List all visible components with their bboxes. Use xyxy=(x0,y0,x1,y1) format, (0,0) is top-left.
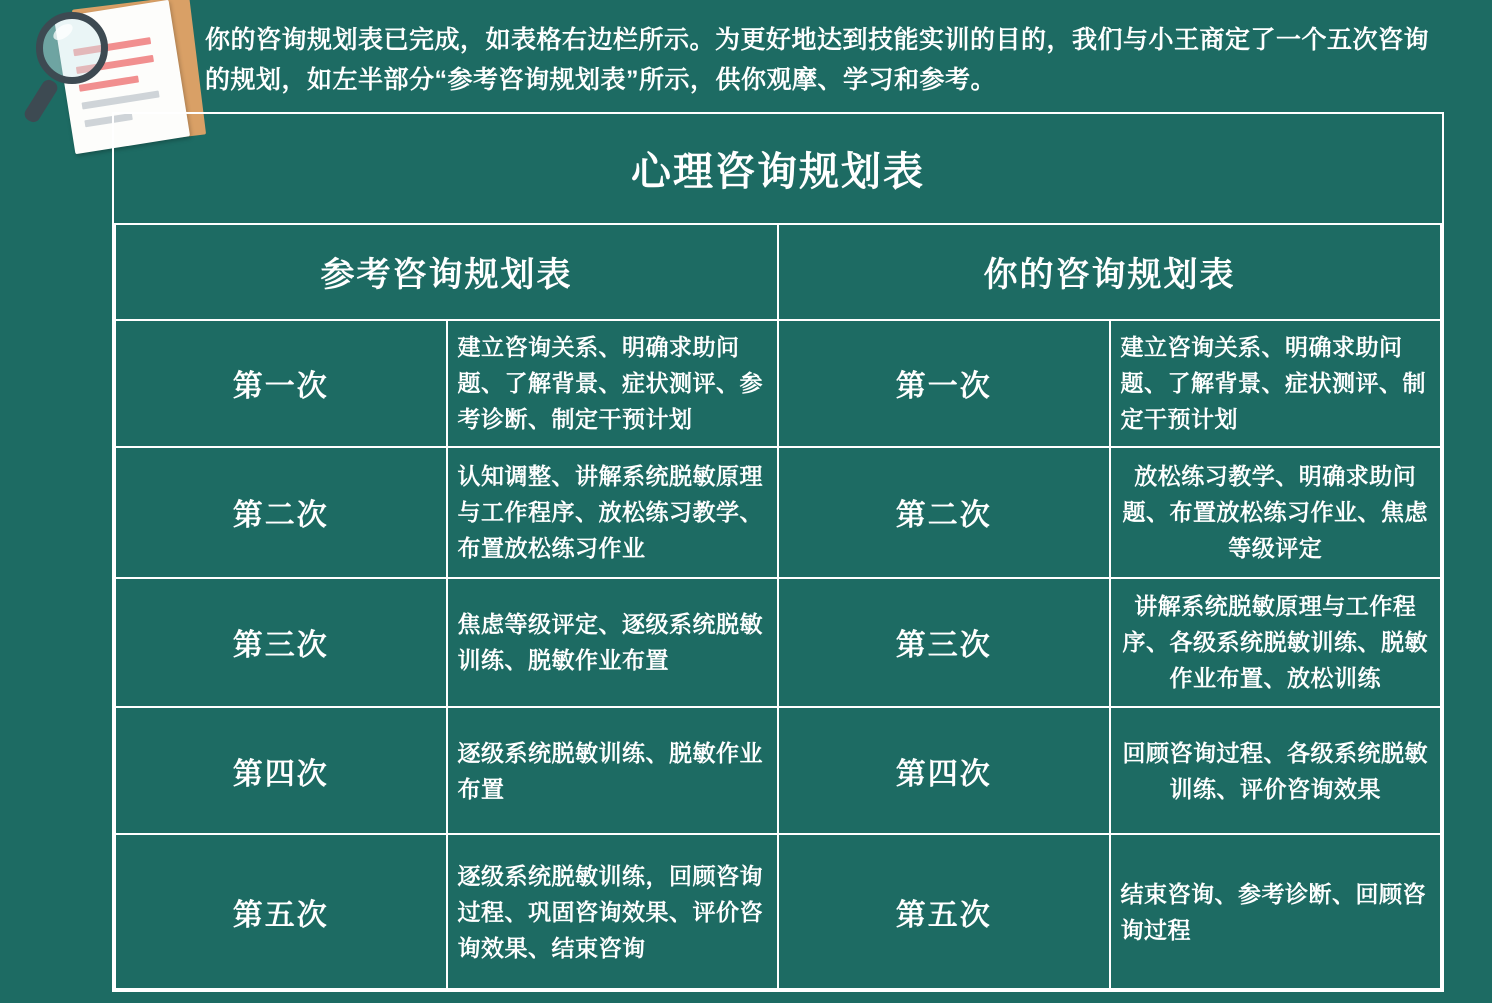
table-row xyxy=(115,834,1441,989)
your-session-label: 第二次 xyxy=(778,447,1110,578)
header-your-plan: 你的咨询规划表 xyxy=(778,224,1441,320)
reference-session-label: 第三次 xyxy=(115,578,447,707)
magnifier-lens-icon xyxy=(36,12,108,84)
paper-line-icon xyxy=(82,90,160,109)
plan-table xyxy=(114,114,1442,990)
intro-section xyxy=(0,0,1492,112)
reference-session-content: 逐级系统脱敏训练、脱敏作业布置 xyxy=(447,707,779,834)
your-session-content: 建立咨询关系、明确求助问题、了解背景、症状测评、制定干预计划 xyxy=(1110,320,1442,447)
your-session-content: 放松练习教学、明确求助问题、布置放松练习作业、焦虑等级评定 xyxy=(1110,447,1442,578)
reference-session-content: 焦虑等级评定、逐级系统脱敏训练、脱敏作业布置 xyxy=(447,578,779,707)
your-session-label: 第四次 xyxy=(778,707,1110,834)
reference-session-label: 第二次 xyxy=(115,447,447,578)
table-row xyxy=(115,578,1441,707)
your-session-content: 讲解系统脱敏原理与工作程序、各级系统脱敏训练、脱敏作业布置、放松训练 xyxy=(1110,578,1442,707)
table-title-row xyxy=(115,114,1441,224)
header-reference-plan: 参考咨询规划表 xyxy=(115,224,778,320)
your-session-label: 第三次 xyxy=(778,578,1110,707)
reference-session-label: 第一次 xyxy=(115,320,447,447)
magnifier-handle-icon xyxy=(22,77,60,124)
table-row xyxy=(115,320,1441,447)
your-session-content: 结束咨询、参考诊断、回顾咨询过程 xyxy=(1110,834,1442,989)
table-row xyxy=(115,447,1441,578)
your-session-content: 回顾咨询过程、各级系统脱敏训练、评价咨询效果 xyxy=(1110,707,1442,834)
page-title: 心理咨询规划表 xyxy=(115,114,1441,224)
intro-paragraph: 你的咨询规划表已完成，如表格右边栏所示。为更好地达到技能实训的目的，我们与小王商定了一个五次咨询的规划，如左半部分“参考咨询规划表”所示，供你观摩、学习和参考。 xyxy=(205,26,1430,94)
table-row xyxy=(115,707,1441,834)
table-header-row xyxy=(115,224,1441,320)
reference-session-label: 第五次 xyxy=(115,834,447,989)
reference-session-content: 建立咨询关系、明确求助问题、了解背景、症状测评、参考诊断、制定干预计划 xyxy=(447,320,779,447)
plan-table-container xyxy=(112,112,1444,992)
your-session-label: 第五次 xyxy=(778,834,1110,989)
reference-session-label: 第四次 xyxy=(115,707,447,834)
reference-session-content: 逐级系统脱敏训练，回顾咨询过程、巩固咨询效果、评价咨询效果、结束咨询 xyxy=(447,834,779,989)
your-session-label: 第一次 xyxy=(778,320,1110,447)
reference-session-content: 认知调整、讲解系统脱敏原理与工作程序、放松练习教学、布置放松练习作业 xyxy=(447,447,779,578)
